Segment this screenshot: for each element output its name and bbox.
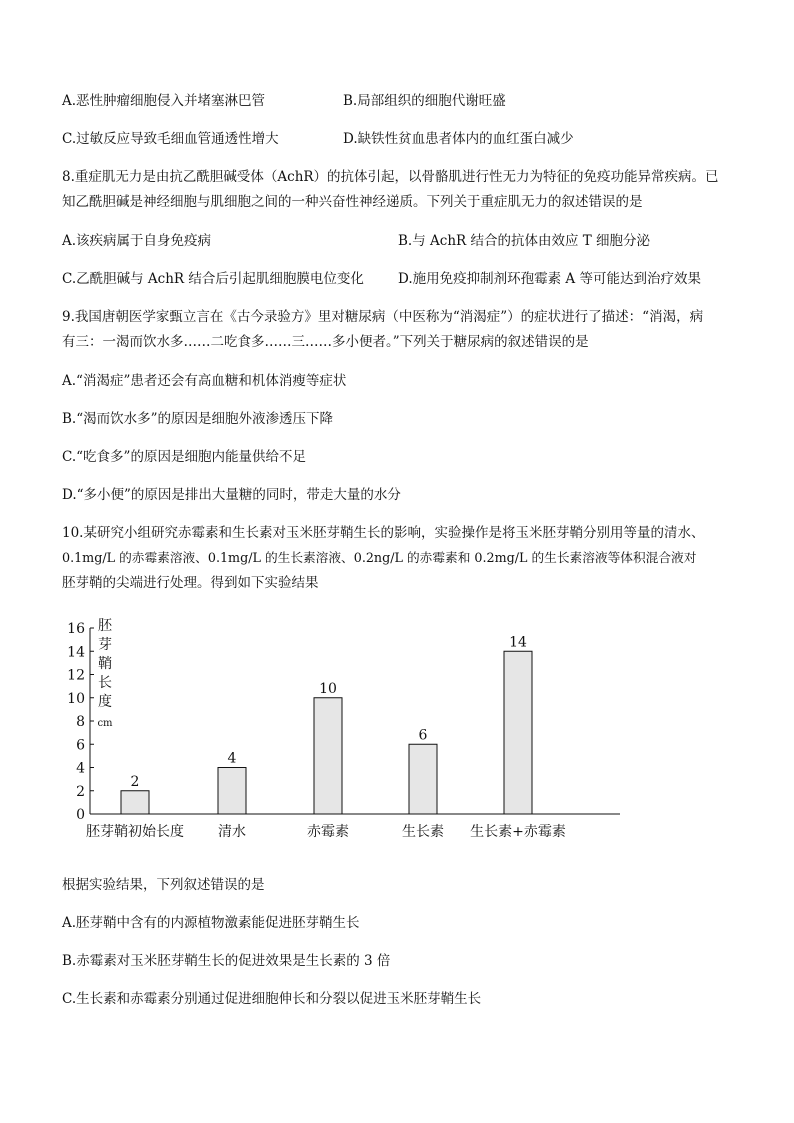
y-tick-label-16: 16 — [67, 621, 85, 637]
bar-1 — [218, 768, 246, 815]
q9-option-a: A.“消渴症”患者还会有高血糖和机体消瘦等症状 — [62, 373, 347, 389]
q9-stem-line1: 9.我国唐朝医学家甄立言在《古今录验方》里对糖尿病（中医称为“消渴症”）的症状进行了描述：“消渴，病 — [62, 309, 704, 325]
x-category-label-0: 胚芽鞘初始长度 — [86, 824, 184, 840]
q9-option-d: D.“多小便”的原因是排出大量糖的同时，带走大量的水分 — [62, 487, 401, 503]
y-axis-label-char-0: 胚 — [98, 618, 112, 634]
q10-stem-line2: 0.1mg/L 的赤霉素溶液、0.1mg/L 的生长素溶液、0.2ng/L 的赤霉素和 0.2mg/L 的生长素溶液等体积混合液对 — [62, 550, 697, 565]
q10-option-b: B.赤霉素对玉米胚芽鞘生长的促进效果是生长素的 3 倍 — [62, 953, 391, 969]
bar-3 — [409, 744, 437, 814]
bar-value-label-0: 2 — [130, 773, 140, 790]
bar-value-label-1: 4 — [227, 750, 237, 767]
bar-value-label-3: 6 — [418, 727, 428, 744]
q9-stem-line2: 有三：一渴而饮水多……二吃食多……三……多小便者。”下列关于糖尿病的叙述错误的是 — [62, 334, 589, 350]
y-tick-label-10: 10 — [67, 690, 85, 707]
x-category-label-1: 清水 — [218, 824, 246, 840]
q9-option-c: C.“吃食多”的原因是细胞内能量供给不足 — [62, 449, 306, 465]
q7-option-a: A.恶性肿瘤细胞侵入并堵塞淋巴管 — [62, 93, 266, 109]
y-tick-label-4: 4 — [76, 760, 85, 777]
bar-4 — [504, 651, 532, 814]
x-category-label-3: 生长素 — [402, 824, 444, 840]
y-axis-label-char-4: 度 — [98, 694, 112, 710]
q8-option-d: D.施用免疫抑制剂环孢霉素 A 等可能达到治疗效果 — [398, 271, 701, 287]
x-category-label-4: 生长素+赤霉素 — [470, 824, 566, 840]
q9-option-b: B.“渴而饮水多”的原因是细胞外液渗透压下降 — [62, 411, 334, 427]
bar-2 — [314, 698, 342, 814]
q10-stem-line3: 胚芽鞘的尖端进行处理。得到如下实验结果 — [62, 575, 319, 591]
y-tick-label-14: 14 — [67, 644, 85, 661]
y-axis-unit: cm — [97, 718, 113, 729]
q10-question: 根据实验结果，下列叙述错误的是 — [62, 877, 265, 893]
q8-stem-line1: 8.重症肌无力是由抗乙酰胆碱受体（AchR）的抗体引起，以骨骼肌进行性无力为特征的免疫功能异常疾病。已 — [62, 169, 719, 185]
q10-option-a: A.胚芽鞘中含有的内源植物激素能促进胚芽鞘生长 — [62, 915, 360, 931]
y-tick-label-6: 6 — [76, 737, 85, 754]
bar-chart — [60, 612, 620, 848]
bar-value-label-2: 10 — [319, 680, 337, 697]
q10-stem-line1: 10.某研究小组研究赤霉素和生长素对玉米胚芽鞘生长的影响，实验操作是将玉米胚芽鞘分别用等量的清水、 — [62, 525, 705, 541]
x-category-label-2: 赤霉素 — [307, 824, 349, 840]
bar-0 — [121, 791, 149, 814]
y-axis-label-char-3: 长 — [98, 675, 112, 691]
y-tick-label-8: 8 — [76, 714, 85, 730]
q10-option-c: C.生长素和赤霉素分别通过促进细胞伸长和分裂以促进玉米胚芽鞘生长 — [62, 991, 482, 1007]
q8-stem-line2: 知乙酰胆碱是神经细胞与肌细胞之间的一种兴奋性神经递质。下列关于重症肌无力的叙述错误的是 — [62, 194, 643, 210]
y-tick-label-2: 2 — [76, 783, 85, 800]
q7-option-d: D.缺铁性贫血患者体内的血红蛋白减少 — [343, 131, 574, 147]
q7-option-c: C.过敏反应导致毛细血管通透性增大 — [62, 131, 279, 147]
q8-option-a: A.该疾病属于自身免疫病 — [62, 233, 212, 249]
y-tick-label-12: 12 — [67, 667, 85, 684]
y-axis-label-char-1: 芽 — [98, 637, 112, 653]
y-axis-label-char-2: 鞘 — [98, 656, 112, 672]
y-tick-label-0: 0 — [76, 807, 85, 823]
q7-option-b: B.局部组织的细胞代谢旺盛 — [343, 93, 506, 109]
bar-value-label-4: 14 — [509, 634, 527, 651]
q8-option-c: C.乙酰胆碱与 AchR 结合后引起肌细胞膜电位变化 — [62, 271, 364, 287]
q8-option-b: B.与 AchR 结合的抗体由效应 T 细胞分泌 — [398, 233, 651, 249]
